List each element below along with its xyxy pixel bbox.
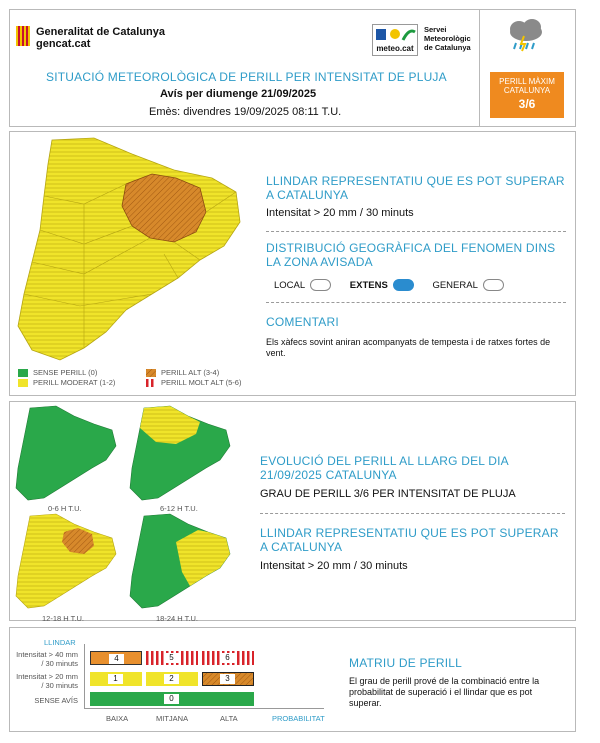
header-divider <box>479 10 480 126</box>
legend-green-swatch <box>18 369 28 377</box>
legend-alt-label: PERILL ALT (3-4) <box>161 368 220 377</box>
map-0-6 <box>12 404 122 504</box>
servei-line-1: Servei <box>424 25 447 34</box>
panel2-llindar-title: LLINDAR REPRESENTATIU QUE ES POT SUPERAR A CATALUNYA <box>260 526 559 554</box>
llindar-axis-label: LLINDAR <box>44 638 76 647</box>
matriu-title: MATRIU DE PERILL <box>349 656 462 670</box>
matrix-panel <box>9 627 576 732</box>
option-local[interactable] <box>274 280 331 291</box>
cell-2 <box>146 672 198 686</box>
legend-yellow-swatch <box>18 379 28 387</box>
cell-6 <box>202 651 254 665</box>
panel2-text <box>260 454 565 573</box>
map-region-yellow <box>18 138 240 360</box>
cell-0 <box>90 692 254 706</box>
generalitat-logo[interactable] <box>16 24 166 52</box>
meteocat-logo-text: meteo.cat <box>376 44 414 53</box>
cell-0-value: 0 <box>164 694 179 704</box>
grau-text: GRAU DE PERILL 3/6 PER INTENSITAT DE PLUJA <box>260 488 516 500</box>
legend-sense <box>18 368 97 377</box>
legend-moderat-label: PERILL MODERAT (1-2) <box>33 378 116 387</box>
map-18-24-label: 18-24 H T.U. <box>156 614 198 623</box>
option-extens[interactable] <box>350 280 414 291</box>
cell-5 <box>146 651 198 665</box>
separator-2 <box>266 302 566 303</box>
separator-3 <box>260 513 565 514</box>
max-badge-line-1: PERILL MÀXIM <box>499 77 555 86</box>
matriu-text: El grau de perill prové de la combinació entre la probabilitat de superació i el llindar que es pot superar. <box>349 676 540 708</box>
map-0-6-shape <box>16 406 116 500</box>
legend-alt <box>146 368 219 377</box>
row1-label: Intensitat > 40 mm / 30 minuts <box>16 650 78 668</box>
generalitat-title: Generalitat de Catalunya <box>36 26 165 38</box>
servei-text <box>424 25 471 52</box>
llindar-text: Intensitat > 20 mm / 30 minuts <box>266 207 414 219</box>
cell-4-value: 4 <box>109 654 124 664</box>
llindar-title: LLINDAR REPRESENTATIU QUE ES POT SUPERAR A CATALUNYA <box>266 174 565 202</box>
max-badge-value: 3/6 <box>518 97 536 111</box>
col-probabilitat-label: PROBABILITAT <box>272 714 325 723</box>
evolution-panel <box>9 401 576 621</box>
matrix-axis-y <box>84 644 85 708</box>
map-6-12 <box>126 404 236 504</box>
legend-orange-swatch <box>146 369 156 377</box>
cell-1 <box>90 672 142 686</box>
map-12-18 <box>12 512 122 612</box>
evolucio-title: EVOLUCIÓ DEL PERILL AL LLARG DEL DIA 21/09/2025 CATALUNYA <box>260 454 509 482</box>
cell-3-value: 3 <box>220 674 235 684</box>
comentari-text: Els xàfecs sovint aniran acompanyats de tempesta i de ratxes fortes de vent. <box>266 337 551 358</box>
map-18-24 <box>126 512 236 612</box>
option-general[interactable] <box>432 280 503 291</box>
meteocat-symbol-icon <box>373 26 417 44</box>
option-local-label: LOCAL <box>274 279 306 291</box>
option-extens-label: EXTENS <box>349 279 388 291</box>
row2-label: Intensitat > 20 mm / 30 minuts <box>16 672 78 690</box>
cell-2-value: 2 <box>164 674 179 684</box>
header-panel <box>9 9 576 127</box>
catalonia-danger-map <box>14 134 244 366</box>
map-0-6-label: 0-6 H T.U. <box>48 504 82 513</box>
max-danger-badge <box>490 72 564 118</box>
max-badge-line-2: CATALUNYA <box>503 86 551 95</box>
panel2-llindar-text: Intensitat > 20 mm / 30 minuts <box>260 560 408 572</box>
generalitat-flag-icon <box>16 26 30 46</box>
col-mitjana-label: MITJANA <box>156 714 189 723</box>
cell-5-value: 5 <box>164 653 179 663</box>
legend-sense-label: SENSE PERILL (0) <box>33 368 98 377</box>
map-6-12-label: 6-12 H T.U. <box>160 504 198 513</box>
danger-map-panel <box>9 131 576 396</box>
option-general-label: GENERAL <box>432 279 478 291</box>
row3-label: SENSE AVÍS <box>34 696 78 705</box>
map-12-18-yellow <box>16 514 116 608</box>
cell-1-value: 1 <box>108 674 123 684</box>
legend-molt-alt <box>146 378 241 387</box>
distribucio-title: DISTRIBUCIÓ GEOGRÀFICA DEL FENOMEN DINS LA ZONA AVISADA <box>266 241 556 269</box>
toggle-general[interactable] <box>483 279 504 291</box>
rain-cloud-icon <box>504 18 550 54</box>
cell-4 <box>90 651 142 665</box>
map-12-18-label: 12-18 H T.U. <box>42 614 84 623</box>
generalitat-subtitle: gencat.cat <box>36 38 91 50</box>
header-title: SITUACIÓ METEOROLÒGICA DE PERILL PER INTENSITAT DE PLUJA <box>46 70 447 84</box>
toggle-local[interactable] <box>310 279 331 291</box>
meteocat-logo[interactable] <box>372 24 418 56</box>
cell-3 <box>202 672 254 686</box>
legend-moderat <box>18 378 115 387</box>
emes-date: Emès: divendres 19/09/2025 08:11 T.U. <box>149 106 342 118</box>
legend-red-swatch <box>146 379 156 387</box>
toggle-extens[interactable] <box>393 279 414 291</box>
separator-1 <box>266 231 566 232</box>
panel1-text <box>266 174 566 359</box>
servei-line-3: de Catalunya <box>424 43 471 52</box>
avis-date: Avís per diumenge 21/09/2025 <box>160 88 317 100</box>
matrix-axis-x <box>84 708 324 709</box>
col-alta-label: ALTA <box>220 714 238 723</box>
legend-molt-alt-label: PERILL MOLT ALT (5-6) <box>161 378 242 387</box>
comentari-title: COMENTARI <box>266 315 339 329</box>
cell-6-value: 6 <box>220 653 235 663</box>
distribucio-options <box>266 279 566 291</box>
map-legend <box>18 368 258 390</box>
servei-line-2: Meteorològic <box>424 34 471 43</box>
col-baixa-label: BAIXA <box>106 714 129 723</box>
